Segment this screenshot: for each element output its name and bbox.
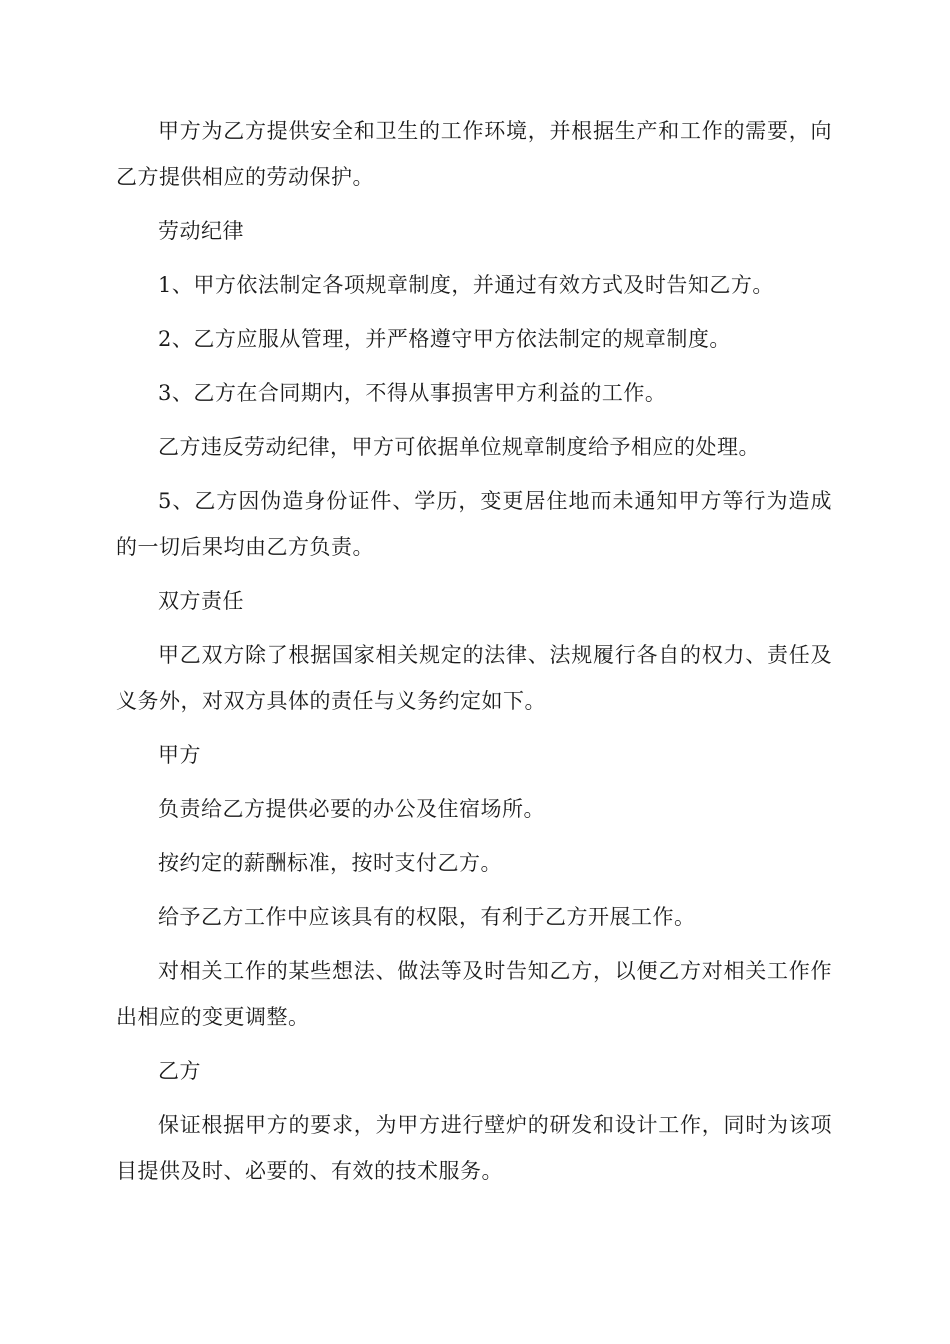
paragraph-labor-protection: 甲方为乙方提供安全和卫生的工作环境，并根据生产和工作的需要，向乙方提供相应的劳动保护。	[116, 119, 832, 189]
paragraph-violation: 乙方违反劳动纪律，甲方可依据单位规章制度给予相应的处理。	[158, 435, 760, 459]
heading-labor-discipline: 劳动纪律	[158, 219, 244, 243]
document-page	[116, 108, 832, 1194]
paragraph-rule-1: 1、甲方依法制定各项规章制度，并通过有效方式及时告知乙方。	[158, 273, 774, 297]
heading-mutual-responsibility: 双方责任	[158, 589, 244, 613]
paragraph-rule-3: 3、乙方在合同期内，不得从事损害甲方利益的工作。	[158, 381, 667, 405]
paragraph-rule-5: 5、乙方因伪造身份证件、学历，变更居住地而未通知甲方等行为造成的一切后果均由乙方负责。	[116, 489, 832, 559]
paragraph-party-a-salary: 按约定的薪酬标准，按时支付乙方。	[158, 851, 502, 875]
paragraph-responsibility-intro: 甲乙双方除了根据国家相关规定的法律、法规履行各自的权力、责任及义务外，对双方具体的责任与义务约定如下。	[116, 643, 832, 713]
paragraph-party-a-notify: 对相关工作的某些想法、做法等及时告知乙方，以便乙方对相关工作作出相应的变更调整。	[116, 959, 832, 1029]
heading-party-a: 甲方	[158, 743, 201, 767]
paragraph-party-a-office: 负责给乙方提供必要的办公及住宿场所。	[158, 797, 545, 821]
paragraph-rule-2: 2、乙方应服从管理，并严格遵守甲方依法制定的规章制度。	[158, 327, 731, 351]
paragraph-party-b-duties: 保证根据甲方的要求，为甲方进行壁炉的研发和设计工作，同时为该项目提供及时、必要的、有效的技术服务。	[116, 1113, 832, 1183]
heading-party-b: 乙方	[158, 1059, 201, 1083]
paragraph-party-a-authority: 给予乙方工作中应该具有的权限，有利于乙方开展工作。	[158, 905, 696, 929]
